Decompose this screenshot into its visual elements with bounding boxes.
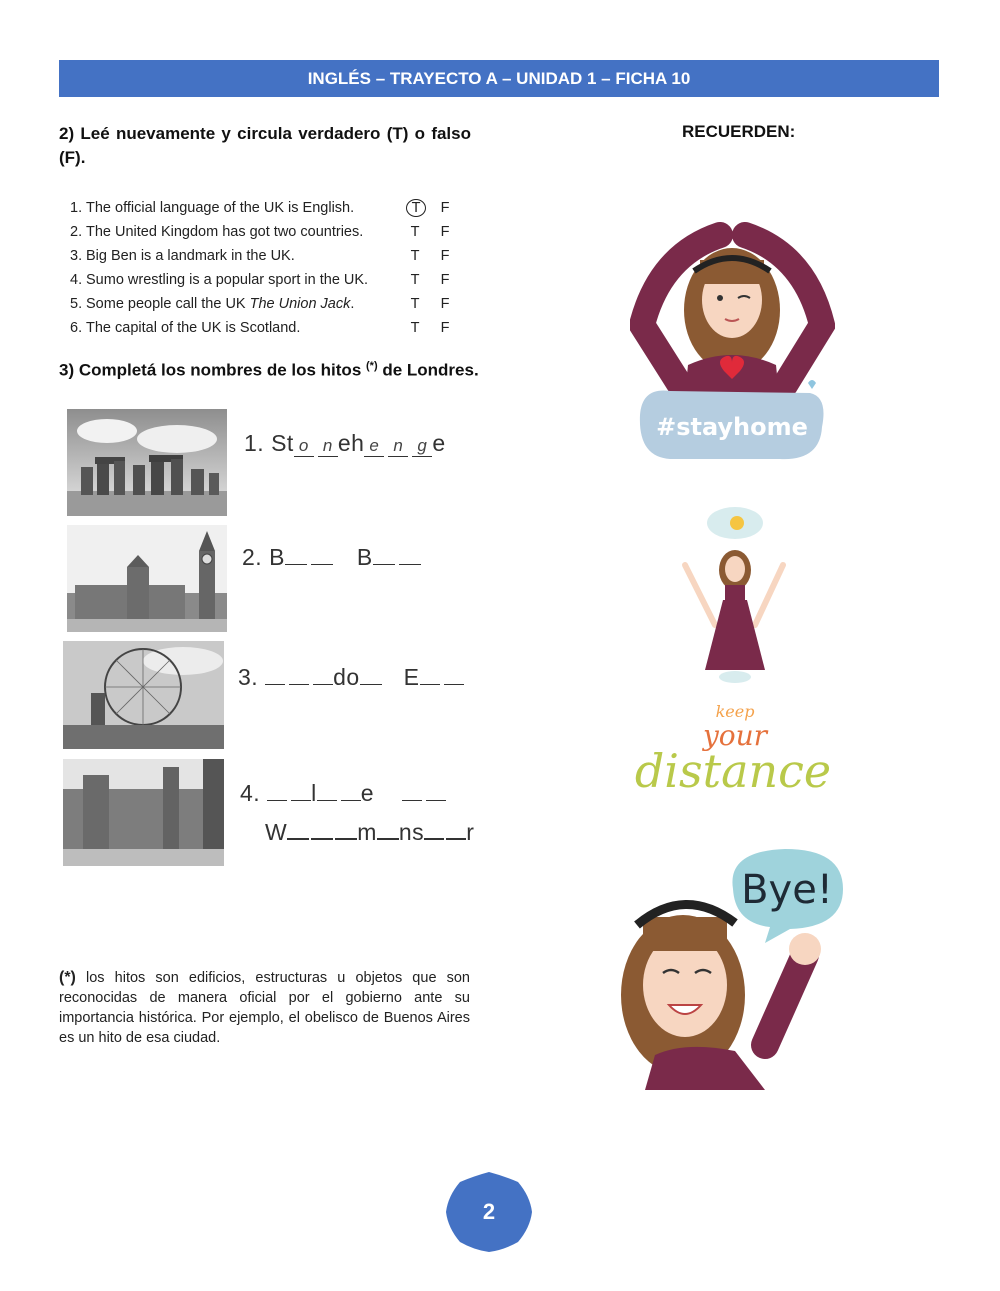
blank[interactable] (424, 818, 444, 840)
word-letters: B (269, 544, 285, 570)
item-number: 6. (70, 320, 83, 336)
item-number: 5. (70, 296, 83, 312)
false-option[interactable]: F (440, 224, 450, 240)
blank[interactable] (335, 818, 357, 840)
false-option[interactable]: F (440, 200, 450, 216)
word-letters: e (360, 780, 374, 806)
list-item (70, 292, 470, 316)
word-letters: ns (398, 819, 425, 845)
blank[interactable] (420, 664, 440, 685)
word-letters: eh (337, 430, 365, 456)
blank[interactable] (399, 544, 421, 565)
true-option[interactable]: T (410, 248, 420, 264)
item-text (86, 292, 354, 316)
word-letters: St (271, 430, 294, 456)
blank[interactable] (311, 818, 333, 840)
london-eye-photo (63, 641, 224, 749)
blank[interactable] (426, 780, 446, 801)
item-text: Sumo wrestling is a popular sport in the UK. (86, 272, 369, 288)
exercise-3-title-text: 3) Completá los nombres de los hitos (59, 360, 366, 380)
list-item (70, 196, 470, 220)
word-3 (238, 664, 464, 691)
blank[interactable] (291, 780, 311, 801)
blank-filled[interactable]: n (318, 436, 338, 457)
blank[interactable] (285, 544, 307, 565)
word-number: 2. (242, 544, 263, 570)
your-text: your (702, 719, 768, 752)
big-ben-photo (67, 525, 227, 632)
word-4-line-1 (240, 780, 446, 807)
page-number: 2 (482, 1199, 496, 1224)
blank[interactable] (313, 664, 333, 685)
header-banner: INGLÉS – TRAYECTO A – UNIDAD 1 – FICHA 10 (59, 60, 939, 97)
true-option[interactable]: T (410, 320, 420, 336)
word-number: 4. (240, 780, 261, 806)
item-text-italic: The Union Jack (249, 296, 351, 312)
exercise-3-title (59, 354, 479, 383)
item-text: The capital of the UK is Scotland. (86, 320, 301, 336)
item-text: Big Ben is a landmark in the UK. (86, 248, 295, 264)
footnote-ref: (*) (366, 360, 378, 372)
word-letters: l (311, 780, 317, 806)
footnote-marker: (*) (59, 969, 76, 986)
word-letters: do (333, 664, 360, 690)
item-number: 4. (70, 272, 83, 288)
blank-filled[interactable]: n (388, 436, 408, 457)
blank[interactable] (341, 780, 361, 801)
blank[interactable] (311, 544, 333, 565)
bye-sticker (615, 845, 850, 1090)
stonehenge-photo (67, 409, 227, 516)
word-letters: r (466, 819, 475, 845)
distance-text: distance (634, 744, 832, 798)
palace-of-westminster-photo (63, 759, 224, 866)
false-option[interactable]: F (440, 320, 450, 336)
item-text: The official language of the UK is English. (86, 200, 355, 216)
word-1 (244, 430, 446, 457)
blank[interactable] (267, 780, 287, 801)
sidebar-title: RECUERDEN: (682, 122, 796, 141)
item-number: 1. (70, 200, 83, 216)
true-false-list (70, 196, 470, 340)
blank[interactable] (402, 780, 422, 801)
item-text: The United Kingdom has got two countries. (86, 224, 364, 240)
word-2 (242, 544, 421, 571)
stayhome-text: #stayhome (656, 413, 808, 441)
word-letters: E (403, 664, 420, 690)
item-number: 3. (70, 248, 83, 264)
list-item (70, 244, 470, 268)
blank[interactable] (446, 818, 466, 840)
footnote-text: los hitos son edificios, estructuras u objetos que son reconocidas de manera oficial por el gobierno ante su importancia histórica. Por ejemplo, el obelisco de Buenos Aires es un hito de esa ciudad. (59, 970, 470, 1046)
blank-filled[interactable]: g (412, 436, 432, 457)
word-letters: e (432, 430, 446, 456)
item-text-part: . (350, 296, 355, 312)
stayhome-sticker (630, 215, 835, 465)
false-option[interactable]: F (440, 248, 450, 264)
list-item (70, 316, 470, 340)
blank-filled[interactable]: o (294, 436, 314, 457)
true-option[interactable]: T (410, 296, 420, 312)
blank[interactable] (360, 664, 382, 685)
bye-text: Bye! (741, 867, 833, 913)
item-number: 2. (70, 224, 83, 240)
blank-filled[interactable]: e (364, 436, 384, 457)
list-item (70, 220, 470, 244)
false-option[interactable]: F (440, 296, 450, 312)
true-option[interactable]: T (410, 272, 420, 288)
word-number: 1. (244, 430, 265, 456)
blank[interactable] (444, 664, 464, 685)
true-option-circled[interactable]: T (406, 199, 426, 217)
blank[interactable] (373, 544, 395, 565)
keep-text: keep (715, 702, 755, 721)
exercise-2-title: 2) Leé nuevamente y circula verdadero (T) o falso (F). (59, 124, 471, 167)
word-letters: m (357, 819, 377, 845)
false-option[interactable]: F (440, 272, 450, 288)
list-item (70, 268, 470, 292)
word-letters: B (356, 544, 373, 570)
blank[interactable] (287, 818, 309, 840)
blank[interactable] (317, 780, 337, 801)
footnote (59, 968, 470, 1048)
word-4-line-2 (265, 818, 474, 846)
word-letters: W (265, 819, 288, 845)
blank[interactable] (265, 664, 285, 685)
keep-your-distance-sticker (605, 505, 860, 800)
true-option[interactable]: T (410, 224, 420, 240)
item-text-part: Some people call the UK (86, 296, 250, 312)
blank[interactable] (289, 664, 309, 685)
word-number: 3. (238, 664, 259, 690)
blank[interactable] (377, 818, 399, 840)
exercise-3-title-text: de Londres. (377, 360, 479, 380)
